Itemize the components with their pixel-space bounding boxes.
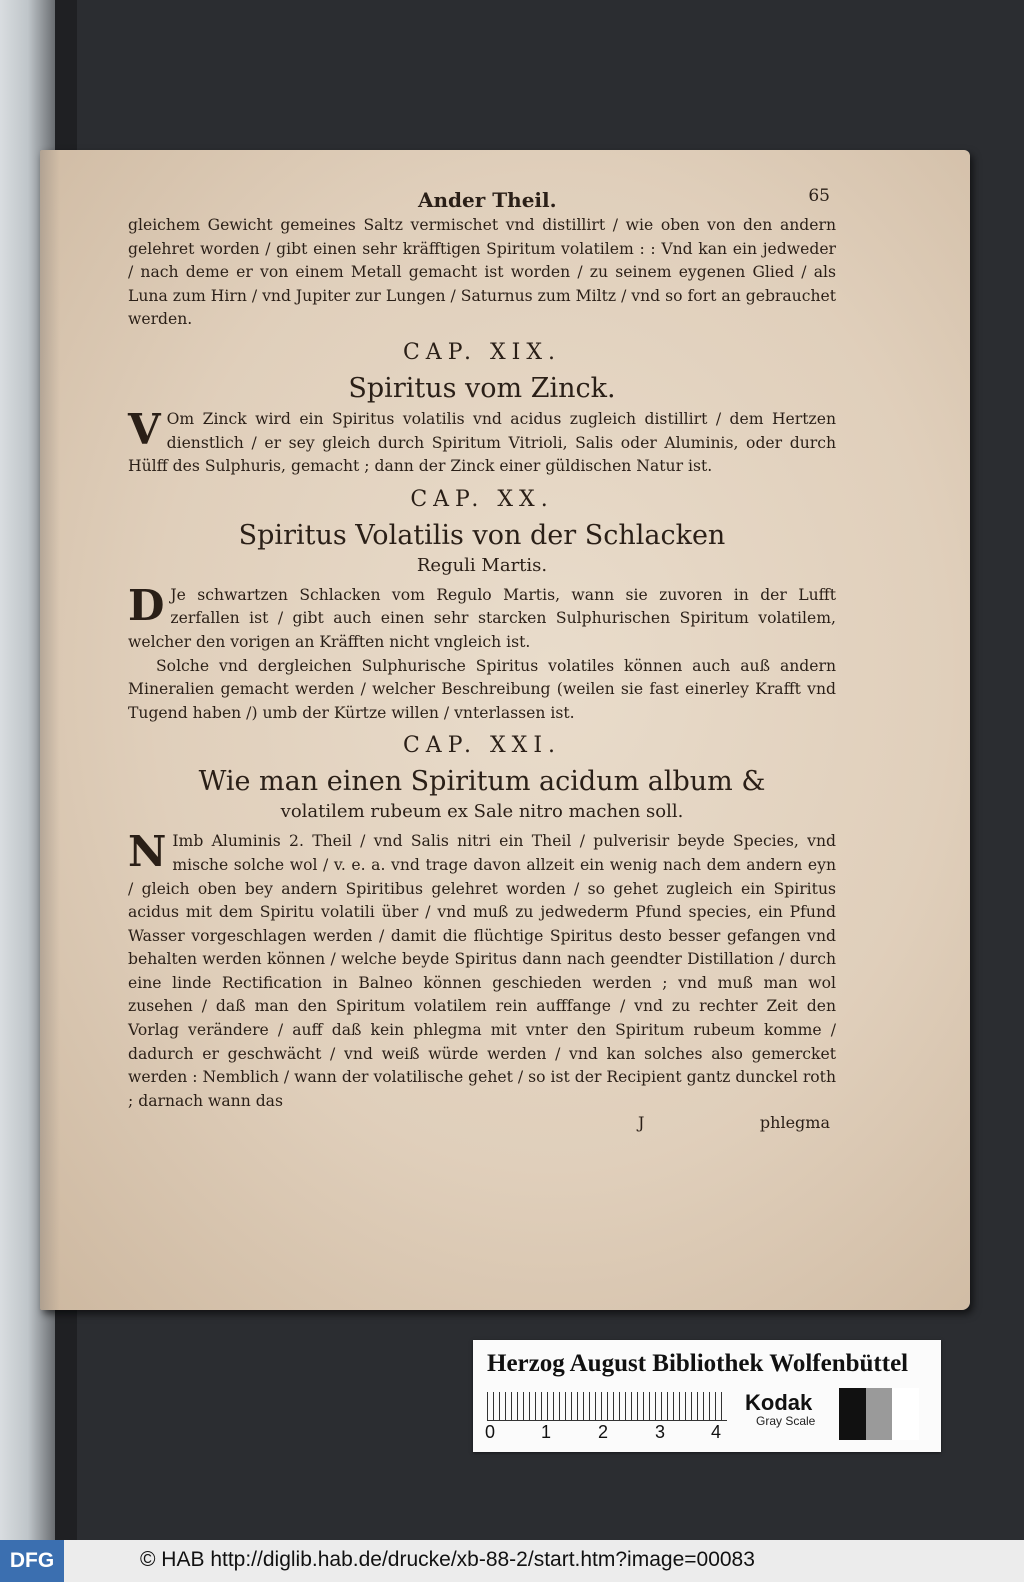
copyright-url[interactable]: © HAB http://diglib.hab.de/drucke/xb-88-2/start.htm?image=00083	[140, 1548, 755, 1571]
page-gutter-shadow	[40, 150, 60, 1310]
chapter-number: CAP. XXI.	[402, 733, 562, 759]
gray-swatch	[892, 1388, 919, 1440]
chapter-number: CAP. XIX.	[402, 339, 562, 365]
ruler-label: 2	[598, 1422, 609, 1442]
page-text-block	[128, 180, 836, 1139]
continuation-paragraph: gleichem Gewicht gemeines Saltz vermischet vnd distillirt / wie oben von den andern gelehret worden / gibt einen sehr kräfftigen Spiritum volatilem : : Vnd kan ein jedweder / nach deme er von einem Metall gemacht ist worden / zu seinem eygenen Glied / als Luna zum Hirn / vnd Jupiter zur Lungen / Saturnus zum Miltz / vnd so fort an gebrauchet werden.	[128, 216, 836, 329]
scale-ruler	[487, 1392, 727, 1421]
catchword: phlegma	[759, 1113, 830, 1133]
paragraph-text: Je schwartzen Schlacken vom Regulo Martis, wann sie zuvoren in der Lufft zerfallen ist / gibt auch einen sehr starcken Sulphurischen Spiritum volatilem, welcher den vorigen an Kräfften nicht vngleich ist.	[128, 585, 836, 651]
running-head-title: Ander Theil.	[418, 188, 557, 212]
chapter-title: Spiritus Volatilis von der Schlacken	[238, 519, 726, 551]
signature-mark: J	[638, 1113, 645, 1133]
chapter-number: CAP. XX.	[410, 486, 554, 512]
paragraph-text: Imb Aluminis 2. Theil / vnd Salis nitri ein Theil / pulverisir beyde Species, vnd mische solche wol / v. e. a. vnd trage davon allzeit ein wenig nach dem andern eyn / gleich oben bey andern Spiritibus gelehret worden / so gehet zugleich ein Spiritus acidus mit dem Spiritu volatili über / vnd muß zu jedwederm Pfund species, ein Pfund Wasser vorgeschlagen werden / damit die flüchtige Spiritus desto besser gefangen vnd behalten werden können / welche beyde Spiritus dann nach geendter Distillation / durch eine linde Rectification in Balneo können geschieden werden ; vnd muß man wol zusehen / daß man den Spiritum volatilem rein aufffange / vnd zu rechter Zeit den Vorlag verändere / auff daß kein phlegma mit vnter den Spiritum rubeum komme / dadurch er geschwächt / vnd weiß würde werden / vnd kan solches also gemercket werden : Nemblich / wann der volatilische gehet / so ist der Recipient gantz dunckel roth ; darnach wann das	[128, 832, 836, 1110]
library-name: Herzog August Bibliothek Wolfenbüttel	[487, 1350, 909, 1377]
chapter-paragraph	[128, 580, 836, 655]
page-footer-line	[128, 1113, 836, 1139]
dfg-logo: DFG	[0, 1540, 64, 1582]
ruler-label: 0	[485, 1422, 496, 1442]
chapter-subtitle: Reguli Martis.	[416, 554, 548, 576]
gray-swatch	[866, 1388, 893, 1440]
chapter-paragraph	[128, 827, 836, 1113]
running-head	[128, 180, 836, 214]
kodak-logo: Kodak	[745, 1390, 813, 1415]
chapter-subtitle: volatilem rubeum ex Sale nitro machen soll.	[280, 801, 684, 823]
chapter-title: Spiritus vom Zinck.	[348, 372, 616, 404]
color-calibration-card	[473, 1340, 941, 1452]
page-number: 65	[808, 186, 830, 206]
gray-scale-swatches	[839, 1388, 919, 1440]
chapter-paragraph: Solche vnd dergleichen Sulphurische Spiritus volatiles können auch auß andern Mineralien gemacht werden / welcher Beschreibung (weilen sie fast einerley Krafft vnd Tugend haben /) umb der Kürtze willen / vnterlassen ist.	[128, 656, 836, 722]
gray-swatch	[839, 1388, 866, 1440]
chapter-title: Wie man einen Spiritum acidum album &	[198, 766, 766, 798]
chapter-paragraph	[128, 404, 836, 479]
paragraph-text: Om Zinck wird ein Spiritus volatilis vnd acidus zugleich distillirt / dem Hertzen dienstlich / er sey gleich durch Spiritum Vitrioli, Salis oder Aluminis, oder durch Hülff des Sulphuris, gemacht ; dann der Zinck einer güldischen Natur ist.	[128, 409, 836, 476]
ruler-label: 3	[655, 1422, 666, 1442]
gray-scale-label: Gray Scale	[756, 1414, 816, 1428]
footer-bar	[0, 1540, 1024, 1582]
ruler-label: 1	[541, 1422, 552, 1442]
ruler-label: 4	[711, 1422, 722, 1442]
drop-cap: N	[128, 827, 167, 877]
ruler-labels	[485, 1422, 735, 1444]
drop-cap: V	[128, 404, 161, 454]
drop-cap: D	[128, 580, 165, 630]
